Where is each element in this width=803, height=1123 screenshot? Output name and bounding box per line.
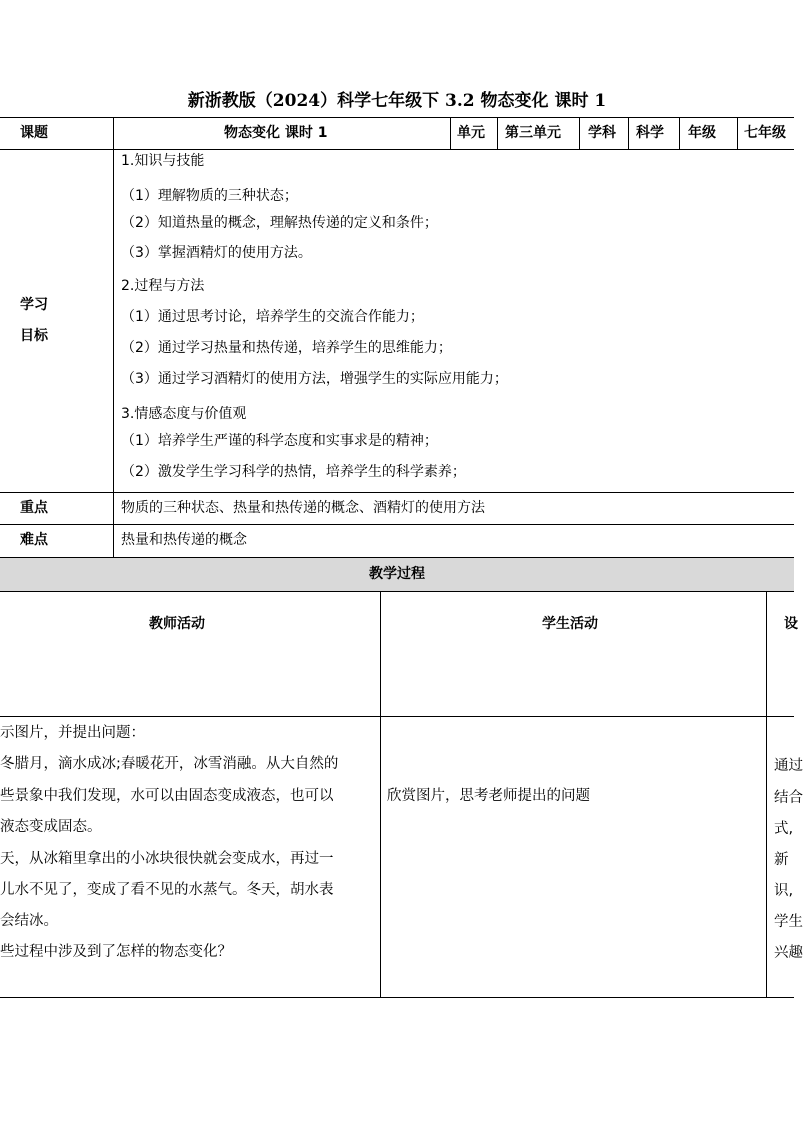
topic-label: 课题 [20,125,48,141]
objectives-section1-title: 1.知识与技能 [121,153,205,169]
unit-value: 第三单元 [505,125,561,141]
objectives-label-line1: 学习 [20,297,48,313]
design-line: 学生 [774,914,803,930]
objectives-item: （1）培养学生严谨的科学态度和实事求是的精神； [121,433,438,449]
objectives-section2-title: 2.过程与方法 [121,278,205,294]
difficulty-value: 热量和热传递的概念 [121,532,247,548]
difficulty-label: 难点 [20,532,48,548]
design-line: 式, [774,821,794,837]
teacher-line: 天，从冰箱里拿出的小冰块很快就会变成水，再过一 [0,851,334,867]
design-line: 识, [774,883,794,899]
teacher-line: 会结冰。 [0,913,58,929]
key-point-value: 物质的三种状态、热量和热传递的概念、酒精灯的使用方法 [121,500,485,516]
unit-label: 单元 [457,125,485,141]
topic-value: 物态变化 课时 1 [224,125,328,141]
subject-label: 学科 [588,125,616,141]
objectives-label-line2: 目标 [20,328,48,344]
objectives-item: （1）理解物质的三种状态； [121,188,298,204]
objectives-item: （2）知道热量的概念，理解热传递的定义和条件； [121,215,438,231]
objectives-section3-title: 3.情感态度与价值观 [121,406,247,422]
key-point-label: 重点 [20,500,48,516]
teacher-line: 液态变成固态。 [0,819,102,835]
design-line: 结合 [774,790,803,806]
subject-value: 科学 [636,125,664,141]
objectives-item: （1）通过思考讨论，培养学生的交流合作能力； [121,309,424,325]
design-line: 新 [774,852,789,868]
teacher-line: 儿水不见了，变成了看不见的水蒸气。冬天，胡水表 [0,882,334,898]
col-header-design: 设 [784,616,798,632]
teacher-line: 示图片，并提出问题： [0,725,145,741]
document-title: 新浙教版（2024）科学七年级下 3.2 物态变化 课时 1 [187,91,607,111]
objectives-item: （2）激发学生学习科学的热情，培养学生的科学素养； [121,464,466,480]
process-band-title: 教学过程 [369,566,425,582]
col-header-teacher: 教师活动 [149,616,205,632]
teacher-line: 冬腊月，滴水成冰;春暖花开，冰雪消融。从大自然的 [0,756,339,772]
student-activity-text: 欣赏图片，思考老师提出的问题 [387,788,590,804]
grade-value: 七年级 [744,125,786,141]
objectives-item: （3）通过学习酒精灯的使用方法，增强学生的实际应用能力； [121,371,508,387]
design-line: 兴趣 [774,945,803,961]
design-line: 通过 [774,758,803,774]
col-header-student: 学生活动 [542,616,598,632]
teacher-line: 些景象中我们发现，水可以由固态变成液态，也可以 [0,788,334,804]
teacher-line: 些过程中涉及到了怎样的物态变化？ [0,944,232,960]
objectives-item: （2）通过学习热量和热传递，培养学生的思维能力； [121,340,452,356]
grade-label: 年级 [688,125,716,141]
objectives-item: （3）掌握酒精灯的使用方法。 [121,245,312,261]
